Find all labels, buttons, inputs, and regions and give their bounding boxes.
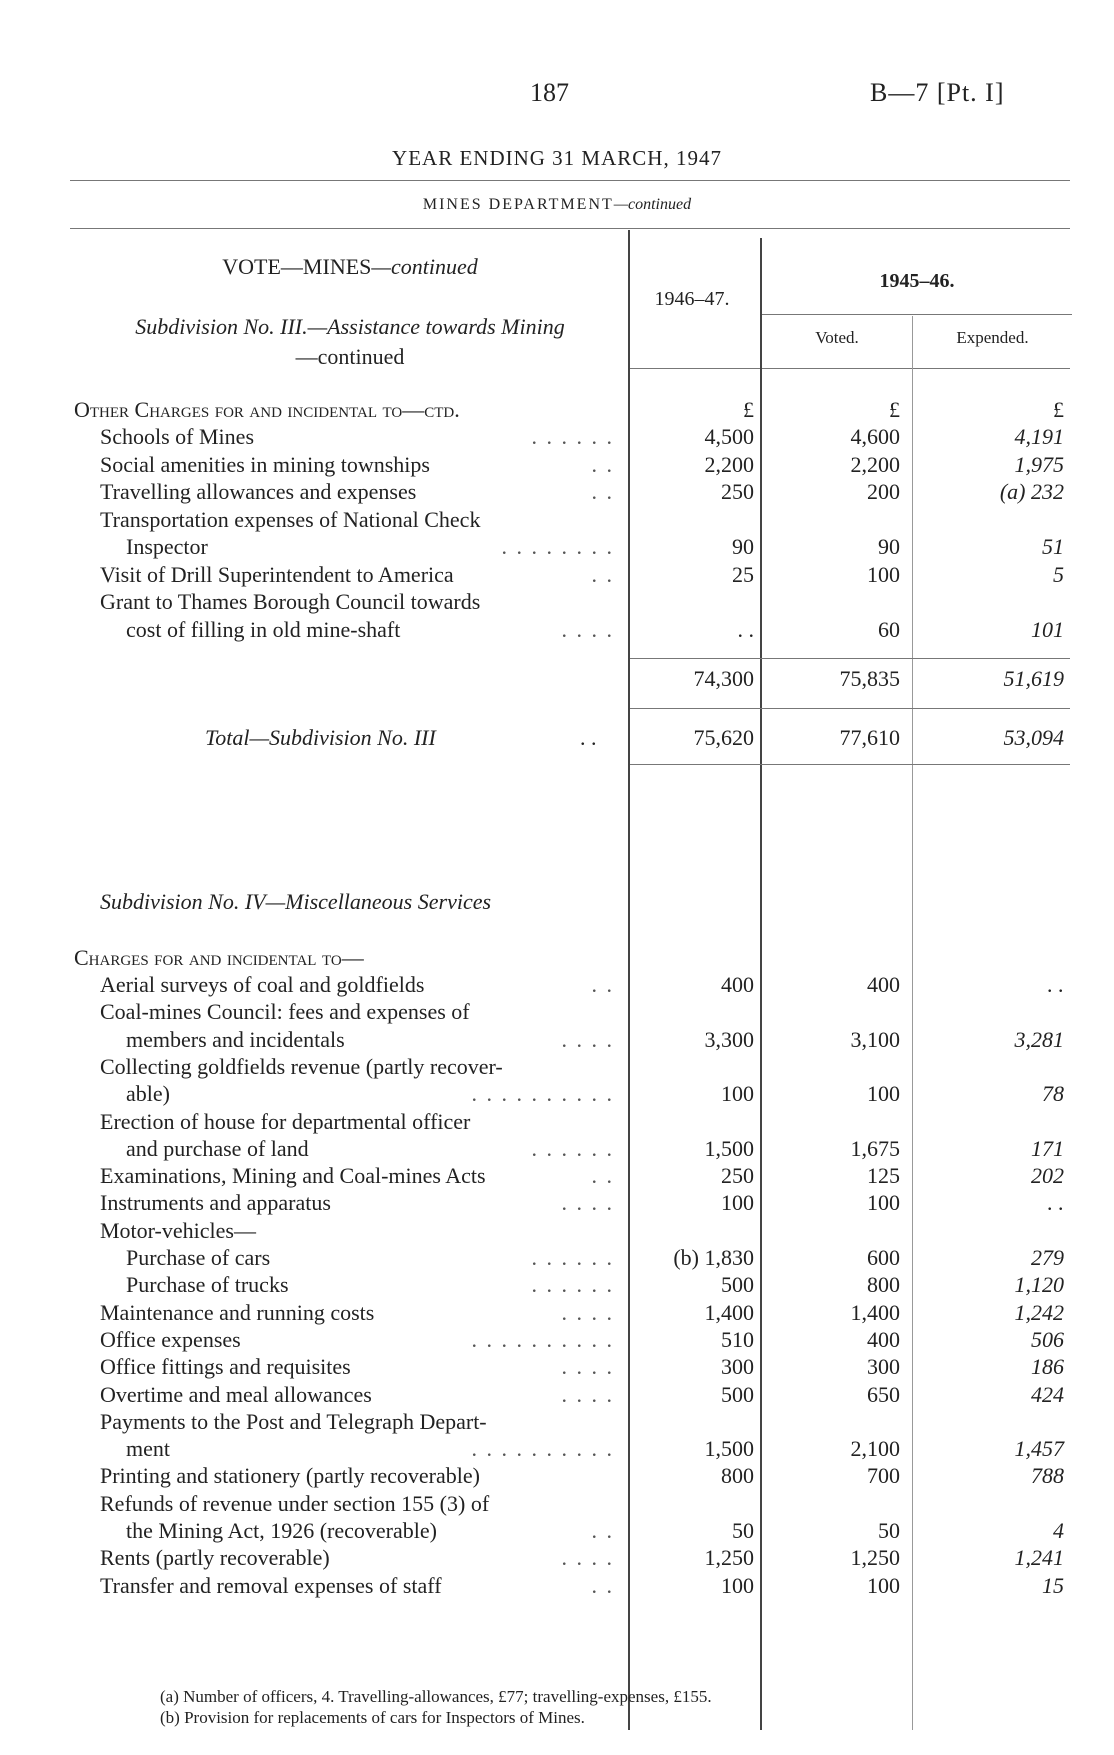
row-value-1946: 250 [721, 479, 754, 504]
subtotal-1946: 74,300 [693, 666, 754, 691]
row-label-text: Inspector [126, 534, 212, 559]
table-row [0, 1544, 1114, 1571]
section3-subtotal-row [0, 665, 1114, 692]
row-label [100, 1572, 620, 1599]
vote-suffix: —continued [371, 254, 478, 279]
row-value-voted: 125 [867, 1163, 900, 1189]
row-value-expended: 186 [1031, 1354, 1064, 1380]
row-leader-dots: . . . . [561, 1545, 614, 1571]
row-value-voted: 600 [867, 1245, 900, 1270]
row-value-1946: 100 [721, 1081, 754, 1107]
row-leader-dots: . . . . [561, 1299, 614, 1325]
row-leader-dots: . . [591, 1518, 614, 1543]
row-value-expended: 171 [1031, 1135, 1064, 1161]
vote-name: VOTE—MINES [222, 254, 372, 279]
table-row [0, 1053, 1114, 1080]
row-value-expended: 4 [1053, 1518, 1064, 1543]
row-leader-dots: . . . . [561, 1190, 614, 1216]
col-voted-header: Voted. [815, 328, 859, 347]
row-value-expended: 3,281 [1014, 1026, 1064, 1052]
row-label-text: Purchase of trucks [126, 1272, 293, 1297]
row-label-text: Grant to Thames Borough Council towards [100, 589, 484, 614]
row-label [100, 1162, 620, 1189]
row-value-voted: 1,400 [850, 1299, 900, 1325]
section3-heading-row [0, 396, 1114, 423]
row-value-expended: 1,975 [1014, 451, 1064, 477]
row-value-voted: 1,250 [850, 1545, 900, 1571]
row-label-text: Office expenses [100, 1327, 245, 1352]
row-value-voted: 800 [867, 1272, 900, 1298]
row-value-expended: 5 [1053, 561, 1064, 587]
row-leader-dots: . . . . . . [531, 1135, 614, 1161]
table-row [0, 588, 1114, 615]
subdivision-3-line2: —continued [295, 344, 405, 369]
col-expended-header: Expended. [956, 328, 1029, 347]
row-leader-dots: . . . . [561, 1381, 614, 1407]
row-value-voted: 400 [867, 972, 900, 997]
table-row [0, 1381, 1114, 1408]
row-label [100, 506, 620, 533]
subdivision-3-heading [70, 312, 630, 372]
table-row [0, 1490, 1114, 1517]
row-value-voted: 300 [867, 1354, 900, 1380]
row-label [126, 1435, 620, 1462]
row-label [100, 1053, 620, 1080]
row-label [100, 1299, 620, 1326]
row-label [126, 1026, 620, 1053]
row-label [100, 971, 620, 998]
row-label-text: Motor-vehicles— [100, 1218, 260, 1243]
row-label [126, 1135, 620, 1162]
row-label [100, 1217, 620, 1244]
rule-dept [70, 228, 1070, 229]
row-label-text: Social amenities in mining townships [100, 452, 434, 477]
row-leader-dots: . . . . [561, 1354, 614, 1380]
row-label [100, 423, 620, 450]
row-value-voted: 100 [867, 561, 900, 587]
row-value-voted: 50 [878, 1518, 900, 1543]
table-row [0, 561, 1114, 588]
section4-heading-row [0, 944, 1114, 971]
row-value-expended: 506 [1031, 1326, 1064, 1352]
row-leader-dots: . . [591, 1163, 614, 1189]
row-value-expended: 279 [1031, 1245, 1064, 1270]
row-leader-dots: . . [591, 561, 614, 587]
table-row [0, 1244, 1114, 1271]
page-number: 187 [530, 78, 569, 107]
table-row [0, 423, 1114, 450]
vote-title [70, 254, 630, 280]
row-label-text: and purchase of land [126, 1136, 313, 1161]
rule-subtotal-bottom [630, 708, 1070, 709]
table-row [0, 998, 1114, 1025]
row-leader-dots: . . [591, 1572, 614, 1598]
row-value-1946: 25 [732, 561, 754, 587]
row-label-text: Erection of house for departmental officer [100, 1109, 474, 1134]
row-leader-dots: . . . . [561, 616, 614, 642]
row-value-expended: 424 [1031, 1381, 1064, 1407]
row-value-expended: 15 [1042, 1572, 1064, 1598]
rule-total-bottom [630, 764, 1070, 765]
row-value-voted: 60 [878, 616, 900, 642]
row-value-1946: 500 [721, 1381, 754, 1407]
row-label [100, 1490, 620, 1517]
currency-voted: £ [889, 397, 900, 422]
row-value-1946: . . [737, 616, 754, 642]
row-value-1946: 100 [721, 1572, 754, 1598]
row-label-text: Examinations, Mining and Coal-mines Acts [100, 1163, 490, 1188]
row-value-1946: 2,200 [704, 451, 754, 477]
table-row [0, 1026, 1114, 1053]
year-title: YEAR ENDING 31 MARCH, 1947 [392, 146, 722, 170]
row-value-voted: 100 [867, 1572, 900, 1598]
table-row [0, 1572, 1114, 1599]
row-value-voted: 700 [867, 1463, 900, 1489]
row-label-text: Office fittings and requisites [100, 1354, 355, 1379]
row-label [126, 1080, 620, 1107]
row-value-voted: 650 [867, 1381, 900, 1407]
row-label [100, 1108, 620, 1135]
section3-heading: Other Charges for and incidental to—ctd. [74, 397, 460, 422]
rule-top [70, 180, 1070, 181]
table-row [0, 1517, 1114, 1544]
row-value-expended: 1,242 [1014, 1299, 1064, 1325]
table-row [0, 1435, 1114, 1462]
table-row [0, 478, 1114, 505]
row-leader-dots: . . . . . . . . . . [471, 1326, 614, 1352]
row-value-expended: 78 [1042, 1081, 1064, 1107]
row-label-text: Purchase of cars [126, 1245, 274, 1270]
row-value-voted: 100 [867, 1190, 900, 1216]
row-leader-dots: . . . . . . [531, 1272, 614, 1298]
currency-expended: £ [1053, 397, 1064, 422]
row-label [126, 533, 620, 560]
row-leader-dots: . . . . . . . . . . [471, 1081, 614, 1107]
section4-subheading-row [0, 888, 1114, 915]
row-value-voted: 3,100 [850, 1026, 900, 1052]
row-value-1946: (b) 1,830 [673, 1245, 754, 1270]
row-label [100, 1353, 620, 1380]
table-row [0, 1299, 1114, 1326]
row-leader-dots: . . [591, 479, 614, 504]
table-row [0, 451, 1114, 478]
footnote-a: (a) Number of officers, 4. Travelling-allowances, £77; travelling-expenses, £155. [160, 1687, 712, 1706]
row-label-text: cost of filling in old mine-shaft [126, 617, 404, 642]
row-value-expended: 1,457 [1014, 1436, 1064, 1462]
row-label-text: Overtime and meal allowances [100, 1382, 376, 1407]
row-label-text: Payments to the Post and Telegraph Depart- [100, 1409, 491, 1434]
row-value-1946: 510 [721, 1326, 754, 1352]
row-leader-dots: . . . . . . . . . . [471, 1436, 614, 1462]
table-row [0, 971, 1114, 998]
subtotal-expended: 51,619 [1003, 666, 1064, 691]
row-value-1946: 1,250 [704, 1545, 754, 1571]
table-row [0, 533, 1114, 560]
row-value-expended: 788 [1031, 1463, 1064, 1489]
footnote-b: (b) Provision for replacements of cars for Inspectors of Mines. [160, 1708, 585, 1727]
row-label-text: Visit of Drill Superintendent to America [100, 562, 458, 587]
row-value-1946: 1,500 [704, 1135, 754, 1161]
row-label [126, 1271, 620, 1298]
row-label-text: Rents (partly recoverable) [100, 1545, 334, 1570]
table-row [0, 616, 1114, 643]
row-label-text: Collecting goldfields revenue (partly recover- [100, 1054, 507, 1079]
row-value-voted: 400 [867, 1326, 900, 1352]
row-leader-dots: . . [591, 451, 614, 477]
row-label [100, 561, 620, 588]
row-label-text: the Mining Act, 1926 (recoverable) [126, 1518, 441, 1543]
row-value-voted: 4,600 [850, 424, 900, 449]
row-value-expended: 202 [1031, 1163, 1064, 1189]
row-value-1946: 400 [721, 972, 754, 997]
row-label-text: Travelling allowances and expenses [100, 479, 420, 504]
table-row [0, 1217, 1114, 1244]
row-value-1946: 250 [721, 1163, 754, 1189]
row-value-1946: 1,400 [704, 1299, 754, 1325]
row-value-expended: . . [1047, 972, 1064, 997]
row-label [126, 616, 620, 643]
row-value-1946: 100 [721, 1190, 754, 1216]
row-label-text: Transfer and removal expenses of staff [100, 1573, 446, 1598]
table-row [0, 1271, 1114, 1298]
row-label-text: Transportation expenses of National Check [100, 507, 484, 532]
total-expended: 53,094 [1003, 725, 1064, 750]
row-value-voted: 90 [878, 534, 900, 559]
table-row [0, 1353, 1114, 1380]
col-1946-header: 1946–47. [654, 288, 730, 310]
row-leader-dots: . . . . . . . . [501, 534, 614, 559]
row-value-voted: 200 [867, 479, 900, 504]
row-value-voted: 1,675 [850, 1135, 900, 1161]
row-value-voted: 100 [867, 1081, 900, 1107]
row-leader-dots: . . . . [561, 1026, 614, 1052]
row-label [100, 588, 620, 615]
row-value-1946: 4,500 [704, 424, 754, 449]
department-name: MINES DEPARTMENT [422, 196, 614, 213]
row-label [100, 1462, 620, 1489]
table-row [0, 1326, 1114, 1353]
table-row [0, 1189, 1114, 1216]
row-value-1946: 90 [732, 534, 754, 559]
row-value-expended: (a) 232 [999, 479, 1064, 504]
row-label-text: Aerial surveys of coal and goldfields [100, 972, 428, 997]
total-1946: 75,620 [693, 725, 754, 750]
row-label [100, 1326, 620, 1353]
row-leader-dots: . . [591, 972, 614, 997]
row-leader-dots: . . . . . . [531, 424, 614, 449]
row-value-voted: 2,200 [850, 451, 900, 477]
row-value-expended: . . [1047, 1190, 1064, 1216]
document-reference: B—7 [Pt. I] [870, 78, 1005, 107]
row-value-expended: 101 [1031, 616, 1064, 642]
total-label: Total—Subdivision No. III [205, 725, 436, 750]
row-label [100, 998, 620, 1025]
currency-1946: £ [743, 397, 754, 422]
table-row [0, 1080, 1114, 1107]
section4-heading: Charges for and incidental to— [74, 945, 364, 970]
row-label [100, 1544, 620, 1571]
section3-total-row [0, 724, 1114, 751]
row-label-text: ment [126, 1436, 174, 1461]
row-value-1946: 3,300 [704, 1026, 754, 1052]
row-value-expended: 1,120 [1014, 1272, 1064, 1298]
col-1945-header: 1945–46. [879, 270, 955, 292]
row-value-1946: 500 [721, 1272, 754, 1298]
row-label [126, 1517, 620, 1544]
table-row [0, 1408, 1114, 1435]
row-value-1946: 800 [721, 1463, 754, 1489]
row-value-expended: 1,241 [1014, 1545, 1064, 1571]
total-dots: . . [580, 725, 597, 750]
section4-subheading: Subdivision No. IV—Miscellaneous Services [100, 889, 492, 914]
table-row [0, 1462, 1114, 1489]
rule-head-bottom [630, 368, 1070, 369]
row-label-text: Instruments and apparatus [100, 1190, 335, 1215]
row-label-text: Coal-mines Council: fees and expenses of [100, 999, 474, 1024]
row-value-1946: 50 [732, 1518, 754, 1543]
row-label-text: Printing and stationery (partly recoverable) [100, 1463, 484, 1488]
row-value-1946: 1,500 [704, 1436, 754, 1462]
table-row [0, 506, 1114, 533]
row-label [126, 1244, 620, 1271]
table-row [0, 1108, 1114, 1135]
row-label-text: Schools of Mines [100, 424, 258, 449]
row-label [100, 451, 620, 478]
table-row [0, 1162, 1114, 1189]
row-value-expended: 4,191 [1014, 424, 1064, 449]
row-label [100, 478, 620, 505]
row-label-text: members and incidentals [126, 1027, 349, 1052]
department-suffix: —continued [613, 196, 692, 213]
row-label [100, 1189, 620, 1216]
row-label-text: able) [126, 1081, 174, 1106]
row-value-1946: 300 [721, 1354, 754, 1380]
department-title [0, 196, 1114, 214]
subtotal-voted: 75,835 [839, 666, 900, 691]
subdivision-3-line1: Subdivision No. III.—Assistance towards Mining [135, 314, 565, 339]
row-label-text: Refunds of revenue under section 155 (3) of [100, 1491, 493, 1516]
row-label [100, 1381, 620, 1408]
row-leader-dots: . . . . . . [531, 1245, 614, 1270]
total-voted: 77,610 [839, 725, 900, 750]
row-label [100, 1408, 620, 1435]
rule-subtotal-top [630, 658, 1070, 659]
table-row [0, 1135, 1114, 1162]
rule-1945-head [762, 314, 1072, 315]
row-value-expended: 51 [1042, 534, 1064, 559]
row-label-text: Maintenance and running costs [100, 1300, 378, 1325]
row-value-voted: 2,100 [850, 1436, 900, 1462]
